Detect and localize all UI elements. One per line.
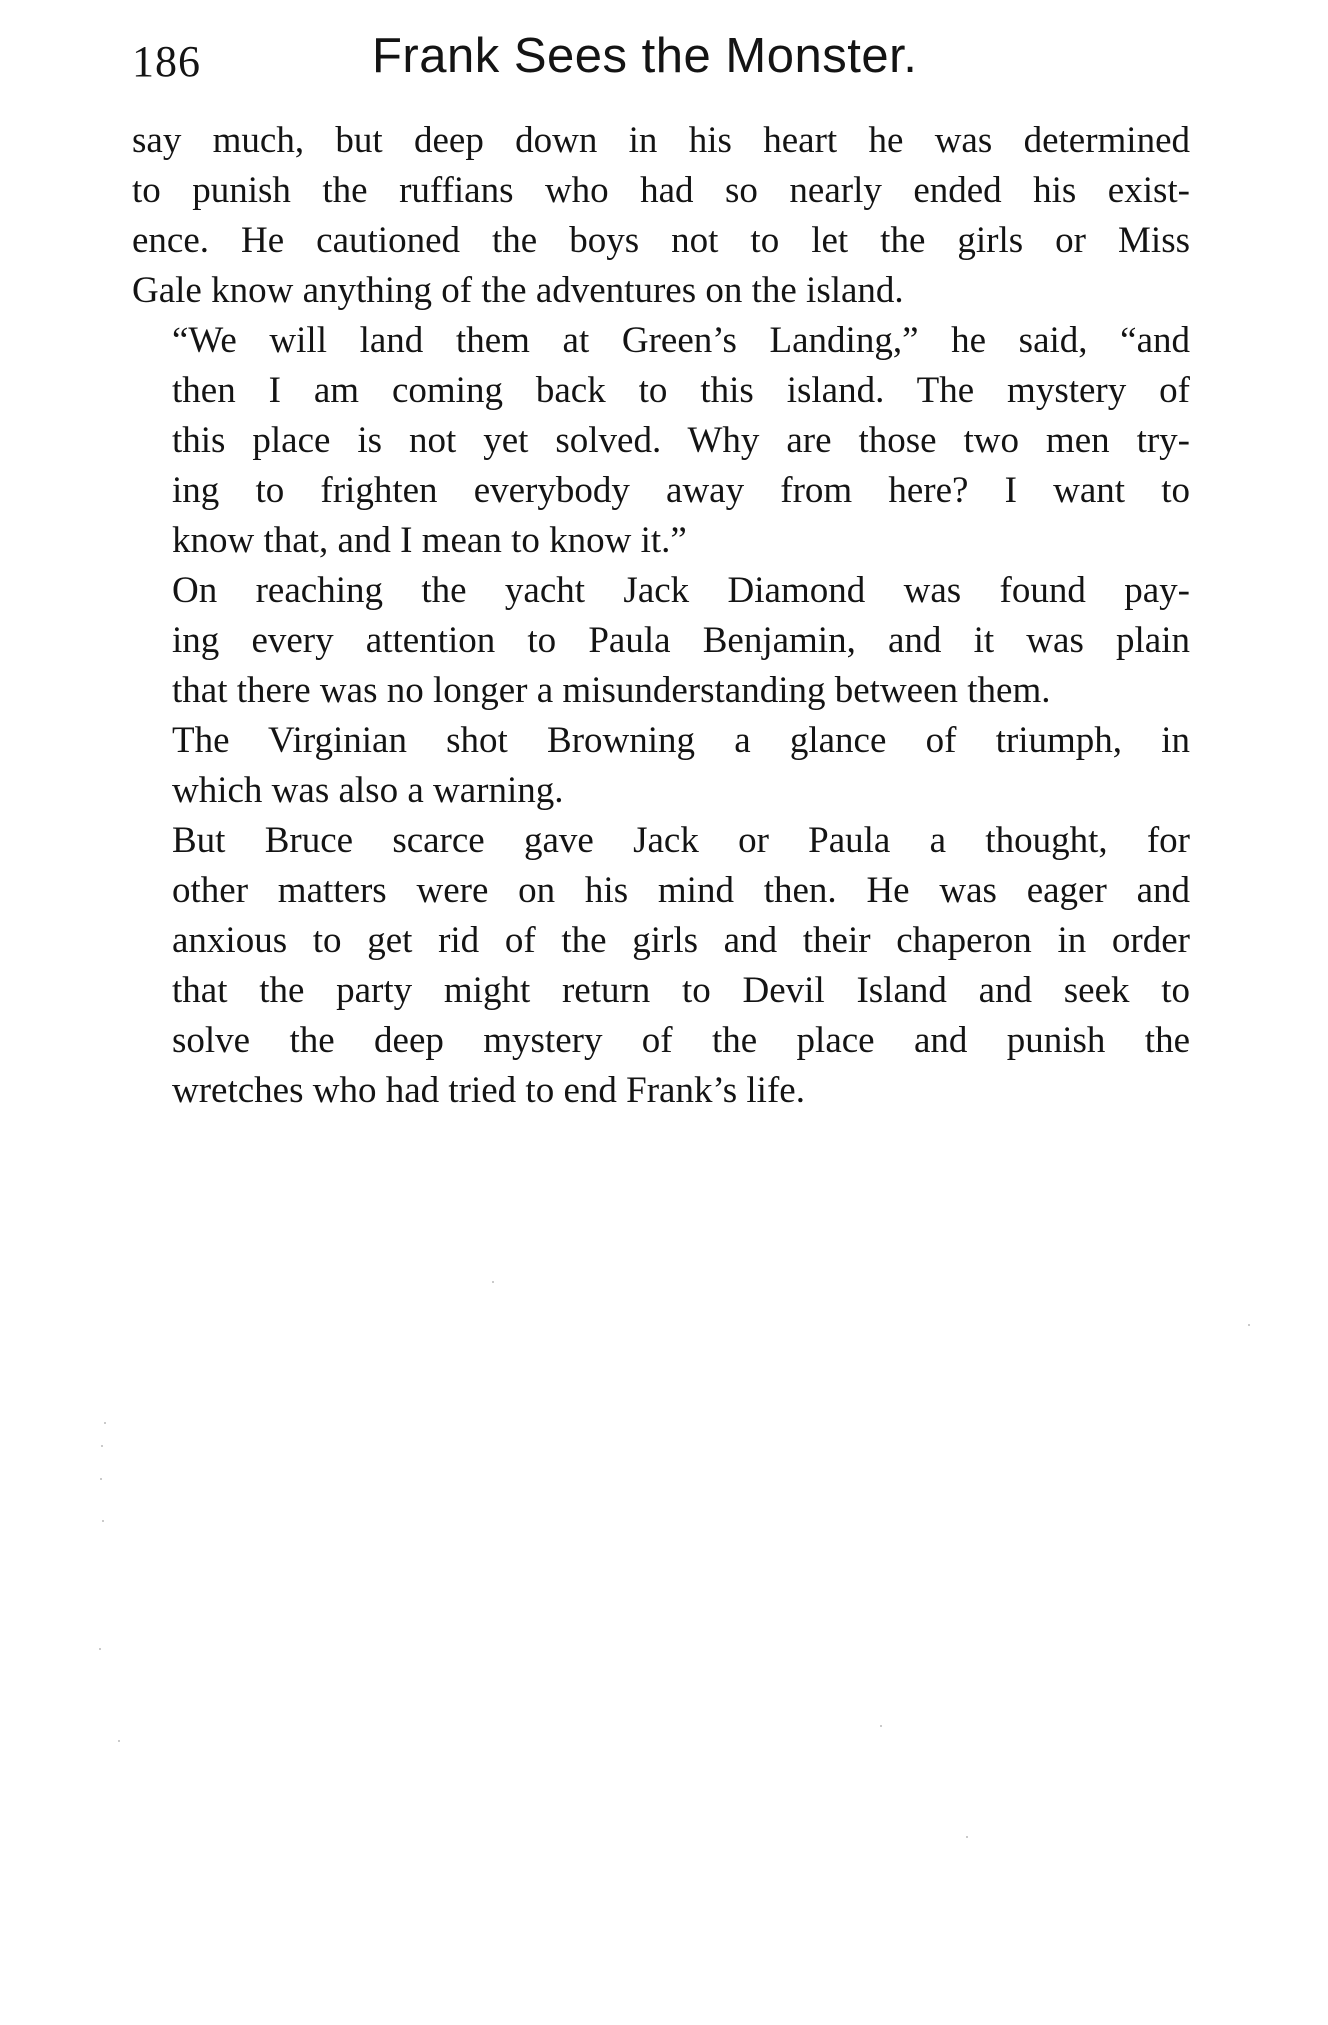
text-line: ence. He cautioned the boys not to let the girls or Miss [132,220,1190,261]
paragraph [132,116,1190,316]
body-text [132,116,1190,1116]
text-line: But Bruce scarce gave Jack or Paula a thought, for [172,820,1190,861]
text-line: wretches who had tried to end Frank’s life. [172,1070,805,1111]
scan-speck [100,1478,102,1480]
paragraph [132,816,1190,1116]
text-line: then I am coming back to this island. The mystery of [172,370,1190,411]
text-line: solve the deep mystery of the place and punish the [172,1020,1190,1061]
text-line: ing to frighten everybody away from here? I want to [172,470,1190,511]
text-line: which was also a warning. [172,770,564,811]
scan-speck [966,1836,968,1838]
text-line: The Virginian shot Browning a glance of triumph, in [172,720,1190,761]
text-line: ing every attention to Paula Benjamin, and it was plain [172,620,1190,661]
text-line: “We will land them at Green’s Landing,” he said, “and [172,320,1190,361]
scan-speck [99,1648,101,1650]
running-title: Frank Sees the Monster. [372,29,918,83]
scan-speck [1248,1324,1250,1326]
text-line: that the party might return to Devil Island and seek to [172,970,1190,1011]
scan-speck [104,1422,106,1424]
scan-speck [492,1281,494,1283]
paragraph [132,716,1190,816]
scan-speck [102,1520,104,1522]
text-line: to punish the ruffians who had so nearly ended his exist- [132,170,1190,211]
text-line: On reaching the yacht Jack Diamond was found pay- [172,570,1190,611]
text-line: say much, but deep down in his heart he was determined [132,120,1190,161]
scan-speck [880,1725,882,1727]
text-line: that there was no longer a misunderstanding between them. [172,670,1051,711]
text-line: Gale know anything of the adventures on the island. [132,270,904,311]
text-line: this place is not yet solved. Why are those two men try- [172,420,1190,461]
text-line: anxious to get rid of the girls and their chaperon in order [172,920,1190,961]
page-number: 186 [132,37,201,86]
text-line: know that, and I mean to know it.” [172,520,687,561]
running-head [132,28,1192,98]
paragraph [132,566,1190,716]
scan-speck [101,1445,103,1447]
scan-speck [118,1740,120,1742]
text-line: other matters were on his mind then. He was eager and [172,870,1190,911]
paragraph [132,316,1190,566]
